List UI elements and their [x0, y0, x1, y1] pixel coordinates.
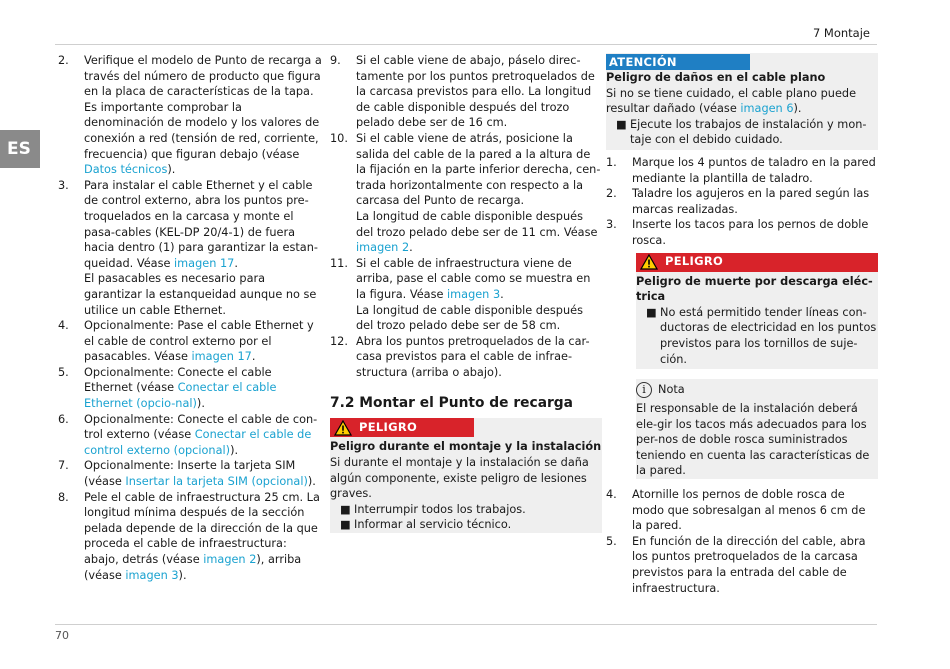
column-3 [606, 53, 878, 596]
step-9 [330, 53, 602, 131]
step-text: En función de la dirección del cable, abra los puntos pretroquelados de la carcasa previstos para la entrada del cable de infraestructura. [632, 534, 866, 595]
step-text: Marque los 4 puntos de taladro en la pared mediante la plantilla de taladro. [632, 155, 876, 185]
info-icon: i [636, 382, 652, 398]
link-datos-tecnicos[interactable]: Datos técnicos [84, 163, 168, 177]
link-imagen-2[interactable]: imagen 2 [203, 553, 257, 566]
danger-label-bar [330, 418, 474, 437]
step-number: 2. [606, 187, 617, 201]
link-imagen-17[interactable]: imagen 17 [191, 350, 252, 364]
step-11 [330, 256, 602, 334]
step-text: Para instalar el cable Ethernet y el cable de control externo, abra los puntos pre-troquelados en la carcasa y monte el pasa-cables (KEL-DP 20/4-1) de fuera hacia dentro (1) para garantizar la estan-queidad. Véase imagen 17. [84, 178, 318, 270]
danger-bullet: ■ Informar al servicio técnico. [340, 518, 512, 532]
step-2 [58, 53, 323, 178]
step-7 [58, 458, 323, 489]
step-number: 7. [58, 459, 69, 473]
attention-box [606, 53, 878, 150]
attention-body: Si no se tiene cuidado, el cable plano puede resultar dañado (véase imagen 6). [606, 86, 857, 116]
footer-divider [55, 624, 877, 625]
warning-icon [640, 254, 658, 270]
danger-body: Si durante el montaje y la instalación se daña algún componente, existe peligro de lesiones graves. [330, 456, 589, 501]
step-5 [58, 365, 323, 412]
danger-title: Peligro de muerte por descarga eléc-trica [636, 274, 873, 304]
link-imagen-2[interactable]: imagen 2 [356, 241, 410, 255]
step-number: 12. [330, 334, 348, 348]
step-number: 6. [58, 412, 69, 426]
note-label: Nota [658, 383, 685, 397]
step-6 [58, 412, 323, 459]
step-text: Opcionalmente: Inserte la tarjeta SIM (véase Insertar la tarjeta SIM (opcional)). [84, 459, 316, 489]
danger-title: Peligro durante el montaje y la instalación [330, 440, 602, 454]
danger-bullet: ■ No está permitido tender líneas con-ductoras de electricidad en los puntos previstos para los tornillos de suje-ción. [646, 305, 877, 366]
link-imagen-17[interactable]: imagen 17 [174, 256, 235, 270]
step-text: La longitud de cable disponible después del trozo pelado debe ser de 11 cm. Véase imagen 2. [356, 209, 598, 255]
step-3 [606, 217, 878, 248]
language-tab: ES [0, 130, 40, 168]
section-title: 7.2 Montar el Punto de recarga [330, 395, 573, 412]
step-text: Pele el cable de infraestructura 25 cm. La longitud mínima después de la sección pelada depende de la dirección de la que proceda el cable de infraestructura: abajo, detrás (véase imagen 2), arriba (véase imagen 3). [84, 490, 320, 582]
step-text: Si el cable viene de atrás, posicione la salida del cable de la pared a la altura de la fijación en la parte inferior derecha, cen-trada horizontalmente con respecto a la carcasa del Punto de recarga. [356, 131, 601, 208]
danger-box [636, 253, 878, 370]
step-4 [606, 487, 878, 534]
header-divider [55, 44, 877, 45]
danger-label-bar [636, 253, 878, 272]
step-text: El pasacables es necesario para garantizar la estanqueidad aunque no se utilice un cable Ethernet. [84, 272, 317, 317]
attention-title: Peligro de daños en el cable plano [606, 71, 826, 84]
link-imagen-3[interactable]: imagen 3 [447, 287, 501, 301]
step-number: 5. [58, 365, 69, 379]
note-body: El responsable de la instalación deberá ele-gir los tacos más adecuados para los per-nos de doble rosca suministrados teniendo en cuenta las características de la pared. [636, 402, 870, 478]
link-imagen-3[interactable]: imagen 3 [125, 568, 179, 582]
step-10 [330, 131, 602, 256]
step-number: 5. [606, 534, 617, 548]
step-3 [58, 178, 323, 318]
step-text: Atornille los pernos de doble rosca de modo que sobresalgan al menos 6 cm de la pared. [632, 488, 866, 533]
danger-box [330, 418, 602, 533]
step-2 [606, 186, 878, 217]
note-box [636, 379, 878, 479]
step-number: 3. [606, 218, 617, 232]
step-number: 11. [330, 256, 348, 270]
danger-label: PELIGRO [359, 420, 418, 435]
step-1 [606, 155, 878, 186]
link-imagen-6[interactable]: imagen 6 [740, 102, 794, 116]
step-number: 2. [58, 54, 69, 67]
step-number: 1. [606, 155, 617, 169]
step-number: 4. [58, 319, 69, 333]
step-text: Si el cable de infraestructura viene de arriba, pase el cable como se muestra en la figura. Véase imagen 3. [356, 256, 591, 301]
step-5 [606, 534, 878, 596]
step-text: Taladre los agujeros en la pared según las marcas realizadas. [632, 187, 870, 216]
link-conectar-cable-ethernet[interactable]: Conectar el cable Ethernet (opcio-nal) [84, 381, 277, 411]
danger-bullet: ■ Interrumpir todos los trabajos. [340, 502, 526, 516]
step-text: Verifique el modelo de Punto de recarga a través del número de producto que figura en la placa de características de la tapa. [84, 54, 322, 99]
step-text: Si el cable viene de abajo, páselo direc-tamente por los puntos pretroquelados de la carcasa previstos para ello. La longitud de cable disponible después del trozo pelado debe ser de 16 cm. [356, 54, 595, 130]
step-text: Inserte los tacos para los pernos de doble rosca. [632, 218, 869, 247]
warning-icon [334, 420, 352, 436]
step-12 [330, 334, 602, 381]
column-1 [58, 53, 323, 583]
link-insertar-sim[interactable]: Insertar la tarjeta SIM (opcional) [125, 475, 308, 489]
chapter-header: 7 Montaje [812, 26, 870, 40]
step-number: 8. [58, 490, 69, 504]
step-4 [58, 318, 323, 365]
step-number: 9. [330, 54, 341, 67]
step-text: Opcionalmente: Pase el cable Ethernet y el cable de control externo por el pasacables. Véase imagen 17. [84, 319, 314, 364]
step-text: Opcionalmente: Conecte el cable Ethernet (véase Conectar el cable Ethernet (opcio-nal)). [84, 365, 277, 411]
step-text: Opcionalmente: Conecte el cable de con-trol externo (véase Conectar el cable de control externo (opcional)). [84, 412, 318, 457]
attention-label: ATENCIÓN [606, 54, 750, 70]
page-number: 70 [55, 629, 69, 642]
attention-bullet: ■ Ejecute los trabajos de instalación y mon-taje con el debido cuidado. [616, 117, 867, 147]
step-number: 3. [58, 178, 69, 192]
column-2 [330, 53, 602, 533]
step-number: 10. [330, 131, 348, 145]
link-conectar-cable-control[interactable]: Conectar el cable de control externo (opcional) [84, 428, 312, 457]
step-text: Es importante comprobar la denominación de modelo y los valores de conexión a red (tensión de red, corriente, frecuencia) que figuran debajo (véase Datos técnicos). [84, 100, 320, 177]
step-8 [58, 490, 323, 584]
step-text: La longitud de cable disponible después del trozo pelado debe ser de 58 cm. [356, 303, 583, 333]
step-number: 4. [606, 488, 617, 502]
danger-label: PELIGRO [665, 254, 724, 269]
step-text: Abra los puntos pretroquelados de la car-casa previstos para el cable de infrae-structura (arriba o abajo). [356, 334, 590, 379]
